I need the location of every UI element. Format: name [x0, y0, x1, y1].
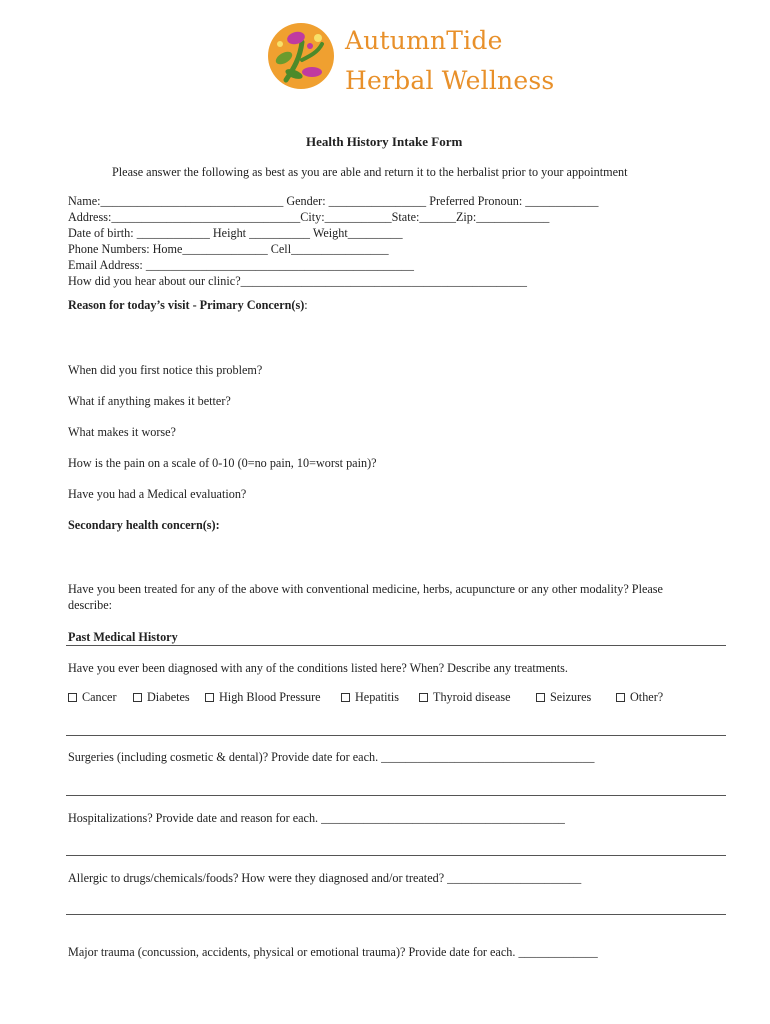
dob-height-weight-line[interactable]: Date of birth: ____________ Height __________ Weight_________	[68, 226, 403, 240]
email-line[interactable]: Email Address: ____________________________________________	[68, 258, 414, 272]
question-first-notice: When did you first notice this problem?	[68, 363, 263, 377]
past-medical-history-heading: Past Medical History	[68, 630, 178, 644]
primary-concern-heading	[68, 297, 308, 313]
checkbox-label: Thyroid disease	[433, 690, 511, 704]
form-instructions: Please answer the following as best as you are able and return it to the herbalist prior to your appointment	[112, 165, 628, 179]
checkbox-icon[interactable]	[68, 693, 77, 702]
primary-concern-heading-colon: :	[304, 298, 308, 312]
question-worse: What makes it worse?	[68, 425, 176, 439]
checkbox-cancer[interactable]	[68, 689, 117, 705]
form-title: Health History Intake Form	[306, 134, 463, 149]
pmh-question: Have you ever been diagnosed with any of the conditions listed here? When? Describe any treatments.	[68, 661, 568, 675]
referral-line[interactable]: How did you hear about our clinic?_______________________________________________	[68, 274, 528, 288]
allergies-question[interactable]: Allergic to drugs/chemicals/foods? How were they diagnosed and/or treated? ______________________	[68, 871, 582, 885]
section-divider	[66, 645, 726, 646]
logo	[266, 20, 336, 92]
question-medical-evaluation: Have you had a Medical evaluation?	[68, 487, 247, 501]
checkbox-seizures[interactable]	[536, 689, 591, 705]
hospitalizations-question[interactable]: Hospitalizations? Provide date and reason for each. ________________________________________	[68, 811, 565, 825]
answer-line[interactable]	[66, 914, 726, 915]
address-line[interactable]: Address:_______________________________City:___________State:______Zip:____________	[68, 210, 550, 224]
treated-question-line2: describe:	[68, 598, 112, 612]
logo-name: AutumnTide	[345, 26, 503, 55]
checkbox-other[interactable]	[616, 689, 663, 705]
checkbox-label: Other?	[630, 690, 664, 704]
answer-line[interactable]	[66, 855, 726, 856]
name-gender-pronoun-line[interactable]: Name:______________________________ Gender: ________________ Preferred Pronoun: ____________	[68, 194, 599, 208]
checkbox-thyroid-disease[interactable]	[419, 689, 511, 705]
checkbox-icon[interactable]	[205, 693, 214, 702]
surgeries-question[interactable]: Surgeries (including cosmetic & dental)? Provide date for each. ___________________________________	[68, 750, 595, 764]
answer-line[interactable]	[66, 795, 726, 796]
checkbox-icon[interactable]	[616, 693, 625, 702]
trauma-question[interactable]: Major trauma (concussion, accidents, physical or emotional trauma)? Provide date for each. _____________	[68, 945, 598, 959]
question-better: What if anything makes it better?	[68, 394, 231, 408]
phone-numbers-line[interactable]: Phone Numbers: Home______________ Cell________________	[68, 242, 389, 256]
checkbox-label: Seizures	[550, 690, 592, 704]
question-pain-scale: How is the pain on a scale of 0-10 (0=no pain, 10=worst pain)?	[68, 456, 377, 470]
checkbox-label: High Blood Pressure	[219, 690, 321, 704]
checkbox-label: Diabetes	[147, 690, 190, 704]
checkbox-icon[interactable]	[536, 693, 545, 702]
logo-tagline: Herbal Wellness	[345, 66, 555, 95]
answer-line[interactable]	[66, 735, 726, 736]
herbal-logo-icon	[266, 20, 336, 92]
primary-concern-heading-text: Reason for today’s visit - Primary Concern(s)	[68, 298, 305, 312]
checkbox-icon[interactable]	[341, 693, 350, 702]
checkbox-label: Hepatitis	[355, 690, 400, 704]
checkbox-icon[interactable]	[133, 693, 142, 702]
checkbox-icon[interactable]	[419, 693, 428, 702]
checkbox-diabetes[interactable]	[133, 689, 190, 705]
checkbox-label: Cancer	[82, 690, 117, 704]
checkbox-hepatitis[interactable]	[341, 689, 399, 705]
secondary-concern-heading: Secondary health concern(s):	[68, 518, 220, 532]
checkbox-high-blood-pressure[interactable]	[205, 689, 321, 705]
treated-question-line1: Have you been treated for any of the above with conventional medicine, herbs, acupuncture or any other modality? Please	[68, 582, 663, 596]
